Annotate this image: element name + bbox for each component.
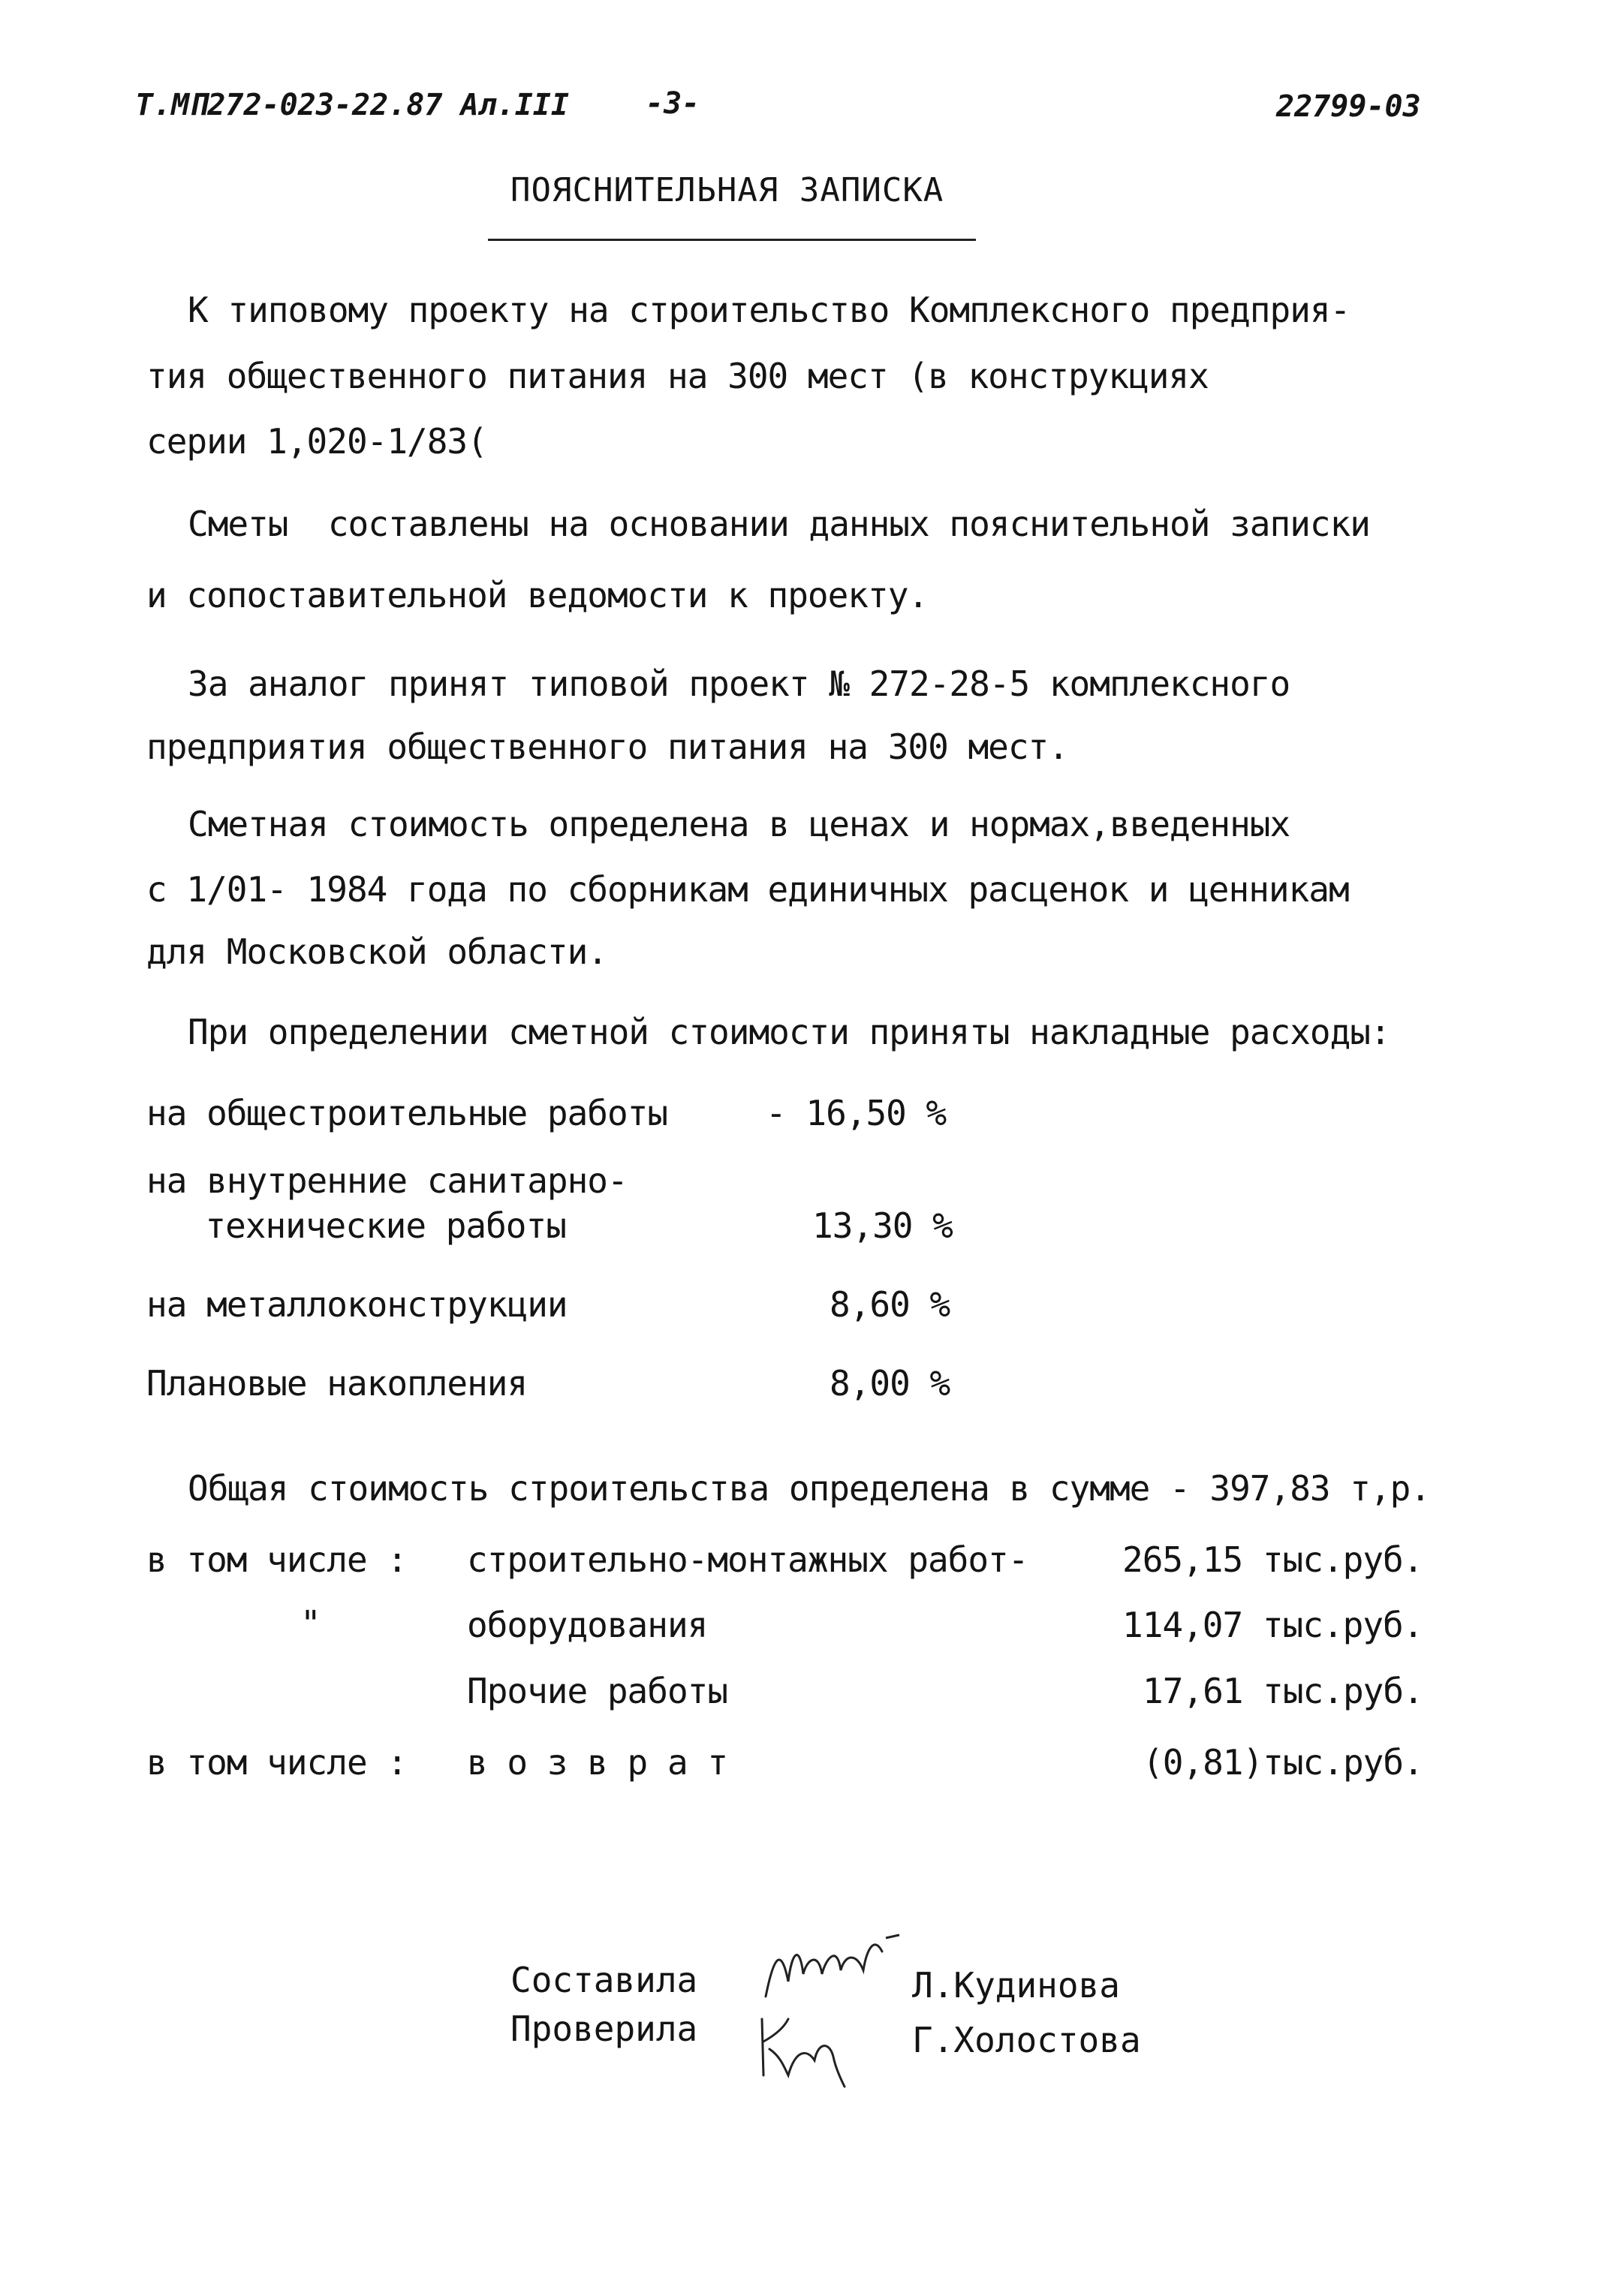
p1-line-2: тия общественного питания на 300 мест (в конструкциях [146, 356, 1209, 396]
compiled-by-label: Составила [510, 1960, 698, 2000]
page-number: -3- [646, 86, 700, 121]
breakdown-prefix-2: " [300, 1603, 321, 1644]
page-title: ПОЯСНИТЕЛЬНАЯ ЗАПИСКА [510, 171, 944, 209]
overhead-value-general: - 16,50 % [766, 1093, 947, 1133]
overhead-label-planned: Плановые накопления [146, 1363, 528, 1404]
p3-line-1: За аналог принят типовой проект № 272-28-5 комплексного [188, 664, 1290, 704]
breakdown-value-4: (0,81)тыс.руб. [1143, 1742, 1423, 1783]
overhead-value-sanitary: 13,30 % [812, 1205, 953, 1246]
overhead-value-planned: 8,00 % [830, 1363, 950, 1404]
breakdown-label-2: оборудования [467, 1605, 708, 1645]
p4-line-2: с 1/01- 1984 года по сборникам единичных расценок и ценникам [146, 869, 1349, 910]
breakdown-prefix-1: в том числе : [146, 1539, 408, 1580]
p3-line-2: предприятия общественного питания на 300 мест. [146, 727, 1068, 767]
breakdown-value-3: 17,61 тыс.руб. [1143, 1671, 1423, 1711]
header-code: Т.МП272-023-22.87 Ал.III [135, 88, 569, 122]
p1-line-3: серии 1,020-1/83( [146, 421, 487, 462]
overhead-label-sanitary-1: на внутренние санитарно- [146, 1160, 628, 1201]
p5-line: При определении сметной стоимости приняты накладные расходы: [188, 1012, 1390, 1052]
breakdown-value-1: 265,15 тыс.руб. [1122, 1539, 1423, 1580]
overhead-label-sanitary-2: технические работы [165, 1205, 566, 1246]
overhead-label-metal: на металлоконструкции [146, 1284, 568, 1325]
checked-by-label: Проверила [510, 2009, 698, 2049]
p2-line-1: Сметы составлены на основании данных пояснительной записки [188, 504, 1370, 544]
compiled-by-name: Л.Кудинова [912, 1965, 1120, 2006]
title-underline [488, 239, 976, 241]
checked-by-name: Г.Холостова [912, 2020, 1141, 2060]
p4-line-1: Сметная стоимость определена в ценах и нормах,введенных [188, 804, 1290, 844]
breakdown-label-3: Прочие работы [467, 1671, 728, 1711]
p1-line-1: К типовому проекту на строительство Комплексного предприя- [188, 290, 1350, 330]
breakdown-value-2: 114,07 тыс.руб. [1122, 1605, 1423, 1645]
archive-number: 22799-03 [1276, 89, 1421, 124]
overhead-value-metal: 8,60 % [830, 1284, 950, 1325]
total-cost-line: Общая стоимость строительства определена в сумме - 397,83 т,р. [188, 1468, 1431, 1509]
p4-line-3: для Московской области. [146, 931, 607, 972]
handwritten-signature-2 [747, 1997, 860, 2094]
breakdown-label-1: строительно-монтажных работ- [467, 1539, 1028, 1580]
overhead-label-general: на общестроительные работы [146, 1093, 668, 1133]
breakdown-label-4: в о з в р а т [467, 1742, 728, 1783]
breakdown-prefix-4: в том числе : [146, 1742, 408, 1783]
p2-line-2: и сопоставительной ведомости к проекту. [146, 575, 929, 615]
